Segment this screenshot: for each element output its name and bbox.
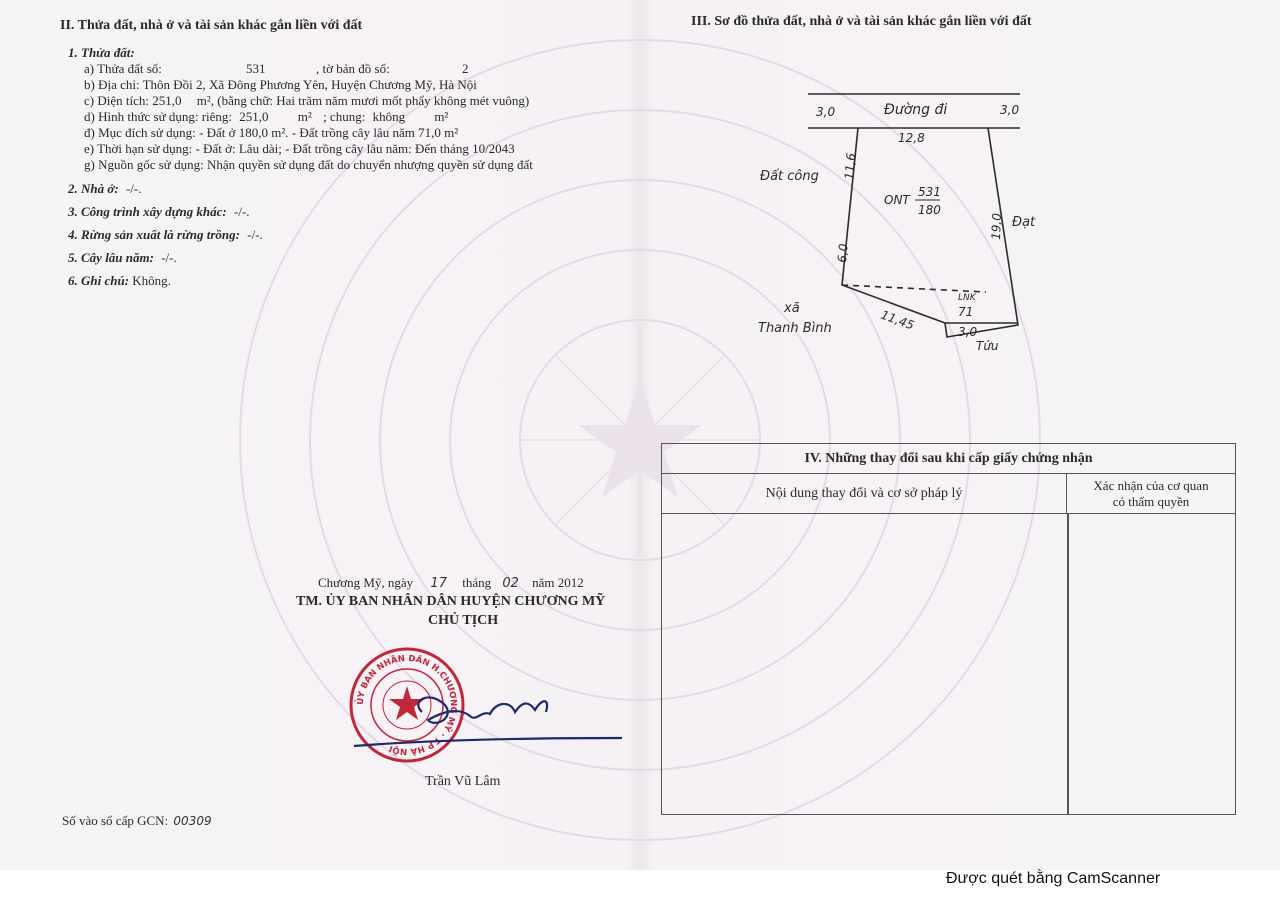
bottom-road-width: 3,0 bbox=[958, 325, 978, 339]
svg-text:ỦY BAN NHÂN DÂN H.CHƯƠNG MỸ ·: ỦY BAN NHÂN DÂN H.CHƯƠNG MỸ · T.P HÀ NỘI bbox=[355, 653, 459, 757]
usage-shared-label: ; chung: bbox=[323, 109, 366, 124]
area-value: 251,0 bbox=[152, 93, 182, 108]
usage-private-unit: m² bbox=[297, 109, 312, 124]
column-header-confirmation bbox=[1067, 474, 1235, 514]
construction-value: -/-. bbox=[234, 204, 250, 219]
house-row bbox=[68, 181, 141, 196]
map-sheet-value: 2 bbox=[462, 61, 469, 76]
area-row bbox=[84, 93, 529, 108]
ont-number: 531 bbox=[918, 185, 941, 199]
sign-month: 02 bbox=[502, 576, 519, 591]
road-top-label: Đường đi bbox=[884, 102, 948, 118]
usage-shared-unit: m² bbox=[434, 109, 449, 124]
construction-row bbox=[68, 204, 250, 219]
note-label: 6. Ghi chú: bbox=[68, 273, 130, 288]
top-edge-length: 12,8 bbox=[898, 131, 925, 145]
usage-private-value: 251,0 bbox=[239, 109, 269, 124]
sign-month-label: tháng bbox=[462, 575, 492, 590]
road-width-right: 3,0 bbox=[1000, 103, 1020, 117]
sign-day: 17 bbox=[430, 576, 447, 591]
house-value: -/-. bbox=[125, 181, 142, 196]
registry-row bbox=[62, 813, 212, 829]
bottom-road-label: Tứu bbox=[976, 339, 999, 353]
column-header-content: Nội dung thay đổi và cơ sở pháp lý bbox=[662, 474, 1067, 514]
forest-row bbox=[68, 227, 263, 242]
perennial-row bbox=[68, 250, 177, 265]
changes-table bbox=[661, 443, 1236, 815]
left-neighbor: Đất công bbox=[760, 169, 819, 184]
sign-date-prefix: Chương Mỹ, ngày bbox=[318, 575, 414, 590]
road-width-left: 3,0 bbox=[816, 105, 836, 119]
right-edge-length: 19,0 bbox=[989, 212, 1004, 241]
column-header-confirmation-line-1: Xác nhận của cơ quan bbox=[1093, 478, 1209, 493]
forest-value: -/-. bbox=[247, 227, 263, 242]
left-upper-length: 11,6 bbox=[842, 152, 859, 181]
section-3-title: III. Sơ đồ thửa đất, nhà ở và tài sản khác gắn liền với đất bbox=[691, 14, 1032, 29]
parcel-number-label: a) Thửa đất số: bbox=[84, 61, 162, 76]
sign-year-label: năm bbox=[532, 575, 555, 590]
usage-form-row bbox=[84, 109, 448, 124]
parcel-number-value: 531 bbox=[246, 61, 266, 76]
perennial-value: -/-. bbox=[161, 250, 177, 265]
handwritten-signature bbox=[350, 680, 625, 750]
lnk-divider bbox=[842, 285, 986, 292]
area-in-words: , (bằng chữ: Hai trăm năm mươi mốt phẩy không mét vuông) bbox=[210, 93, 530, 108]
sign-date bbox=[318, 575, 584, 591]
land-plot-diagram bbox=[700, 80, 1100, 360]
registry-number: 00309 bbox=[173, 814, 212, 828]
left-lower-length: 6,0 bbox=[835, 243, 851, 264]
usage-purpose-row: đ) Mục đích sử dụng: - Đất ở 180,0 m². - Đất trồng cây lâu năm 71,0 m² bbox=[84, 125, 459, 140]
usage-origin-row: g) Nguồn gốc sử dụng: Nhận quyền sử dụng đất do chuyển nhượng quyền sử dụng đất bbox=[84, 157, 533, 172]
usage-private-label: d) Hình thức sử dụng: riêng: bbox=[84, 109, 233, 124]
ont-area: 180 bbox=[918, 203, 941, 217]
section-2-title: II. Thửa đất, nhà ở và tài sản khác gắn liền với đất bbox=[60, 18, 363, 33]
signer-position: CHỦ TỊCH bbox=[428, 613, 499, 628]
area-unit: m² bbox=[196, 93, 211, 108]
registry-label: Số vào sổ cấp GCN: bbox=[62, 813, 169, 828]
map-sheet-label: , tờ bản đồ số: bbox=[316, 61, 390, 76]
area-label: c) Diện tích: bbox=[84, 93, 149, 108]
section-4-title: IV. Những thay đổi sau khi cấp giấy chứng nhận bbox=[662, 444, 1235, 474]
column-divider bbox=[1067, 514, 1069, 814]
issuing-authority: TM. ỦY BAN NHÂN DÂN HUYỆN CHƯƠNG MỸ bbox=[296, 594, 606, 609]
sign-year: 2012 bbox=[557, 575, 584, 590]
note-value: Không. bbox=[132, 273, 171, 288]
bottom-edge-length: 11,45 bbox=[878, 307, 917, 333]
right-neighbor: Đạt bbox=[1012, 215, 1036, 230]
column-header-confirmation-line-2: có thẩm quyền bbox=[1112, 494, 1190, 509]
house-label: 2. Nhà ở: bbox=[68, 181, 119, 196]
bottom-neighbor-1: xã bbox=[784, 301, 800, 316]
camscanner-watermark: Được quét bằng CamScanner bbox=[946, 870, 1161, 887]
bottom-neighbor-2: Thanh Bình bbox=[758, 321, 832, 336]
land-parcel-heading: 1. Thửa đất: bbox=[68, 45, 135, 60]
parcel-number-row bbox=[84, 61, 469, 76]
lnk-area: 71 bbox=[958, 305, 974, 319]
usage-term-row: e) Thời hạn sử dụng: - Đất ở: Lâu dài; - Đất trồng cây lâu năm: Đến tháng 10/2043 bbox=[84, 141, 515, 156]
forest-label: 4. Rừng sản xuất là rừng trồng: bbox=[68, 227, 240, 242]
perennial-label: 5. Cây lâu năm: bbox=[68, 250, 154, 265]
lnk-label: LNK bbox=[958, 293, 976, 303]
note-row bbox=[68, 273, 171, 288]
address-row: b) Địa chỉ: Thôn Đồi 2, Xã Đông Phương Yên, Huyện Chương Mỹ, Hà Nội bbox=[84, 77, 477, 92]
signer-name: Trần Vũ Lâm bbox=[425, 774, 501, 789]
usage-shared-value: không bbox=[372, 109, 406, 124]
construction-label: 3. Công trình xây dựng khác: bbox=[68, 204, 227, 219]
ont-label: ONT bbox=[884, 193, 910, 207]
